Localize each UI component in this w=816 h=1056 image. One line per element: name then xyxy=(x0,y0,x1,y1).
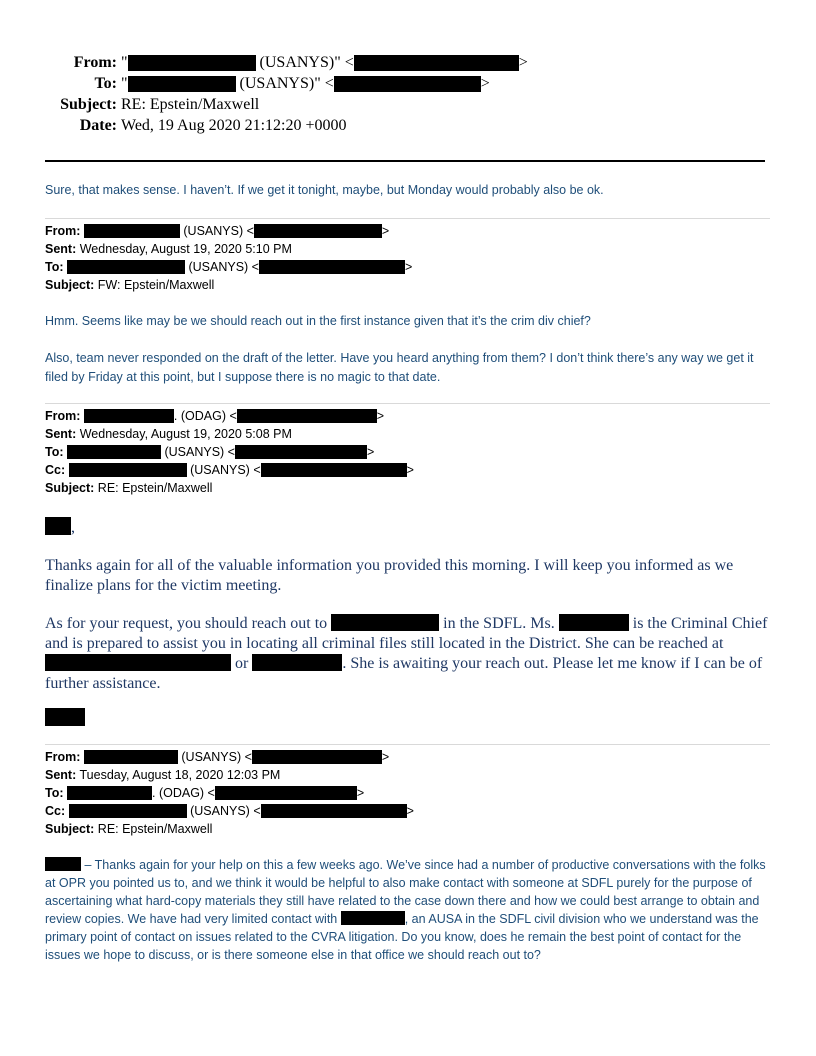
date-label: Date: xyxy=(79,117,117,134)
to-close: > xyxy=(480,75,490,92)
text-run: , an AUSA in the SDFL civil division who we understand was the primary point of contact on issues related to the CVRA litigation. Do you know, does he remain the best point of contact for the issues we hope to discuss, or is there someone else in that office we should reach out to? xyxy=(45,912,759,962)
from-close: > xyxy=(518,54,528,71)
close-bracket: > xyxy=(406,463,414,477)
from-suffix: (USANYS) < xyxy=(177,750,252,764)
forwarded-header-1 xyxy=(45,222,412,294)
paragraph: Hmm. Seems like may be we should reach out in the first instance given that it’s the crim div chief? xyxy=(45,314,591,328)
subject-value: RE: Epstein/Maxwell xyxy=(94,481,213,495)
text-run: As for your request, you should reach out to xyxy=(45,615,332,632)
greeting-comma: , xyxy=(71,519,75,536)
from-label: From: xyxy=(45,409,81,423)
signature-redaction xyxy=(45,708,85,726)
paragraph xyxy=(45,614,771,694)
cc-label: Cc: xyxy=(45,804,66,818)
to-label: To: xyxy=(45,260,64,274)
paragraph: Also, team never responded on the draft of the letter. Have you heard anything from them? I don’t think there’s any way we get it filed by Friday at this point, but I suppose there is no magic to that date. xyxy=(45,351,754,384)
to-label: To: xyxy=(45,445,64,459)
redaction-block xyxy=(235,445,367,459)
from-label: From: xyxy=(73,54,117,71)
forwarded-body-3 xyxy=(45,856,771,964)
cc-suffix: (USANYS) < xyxy=(186,463,261,477)
redaction-block xyxy=(45,654,231,671)
forwarded-body-2 xyxy=(45,517,771,694)
sent-label: Sent: xyxy=(45,768,77,782)
redaction-block xyxy=(331,614,439,631)
redaction-block xyxy=(67,260,185,274)
close-bracket: > xyxy=(366,445,375,459)
to-suffix: (USANYS)" < xyxy=(235,75,334,92)
email-header xyxy=(0,52,816,136)
cc-label: Cc: xyxy=(45,463,66,477)
redaction-block xyxy=(67,445,161,459)
subject-label: Subject: xyxy=(45,481,95,495)
redaction-block xyxy=(69,804,187,818)
divider xyxy=(45,744,770,745)
sent-value: Wednesday, August 19, 2020 5:08 PM xyxy=(76,427,292,441)
sent-value: Wednesday, August 19, 2020 5:10 PM xyxy=(76,242,292,256)
redaction-block xyxy=(45,857,81,871)
redaction-block xyxy=(334,76,481,92)
forwarded-header-3 xyxy=(45,748,414,838)
cc-suffix: (USANYS) < xyxy=(186,804,261,818)
divider xyxy=(45,403,770,404)
sent-label: Sent: xyxy=(45,427,77,441)
redaction-block xyxy=(84,409,174,423)
redaction-block xyxy=(237,409,377,423)
forwarded-body-1 xyxy=(45,312,771,387)
redaction-block xyxy=(84,224,180,238)
to-quote: " xyxy=(121,75,128,92)
redaction-block xyxy=(252,654,342,671)
to-suffix: (USANYS) < xyxy=(161,445,235,459)
header-to-row xyxy=(0,73,816,94)
subject-value: FW: Epstein/Maxwell xyxy=(94,278,215,292)
redaction-block xyxy=(69,463,187,477)
text-run: or xyxy=(231,655,253,672)
header-subject-row xyxy=(0,94,816,115)
from-suffix: . (ODAG) < xyxy=(173,409,237,423)
reply-text: Sure, that makes sense. I haven’t. If we get it tonight, maybe, but Monday would probably also be ok. xyxy=(45,183,604,197)
subject-value: RE: Epstein/Maxwell xyxy=(94,822,213,836)
paragraph xyxy=(45,856,771,964)
close-bracket: > xyxy=(381,224,390,238)
text-run: . She is awaiting your reach out. Please let me know if I can be of further assistance. xyxy=(45,655,763,692)
redaction-block xyxy=(252,750,382,764)
text-run: is the Criminal Chief and is prepared to assist you in locating all criminal files still located in the District. She can be reached at xyxy=(45,615,768,652)
to-suffix: (USANYS) < xyxy=(185,260,259,274)
redaction-block xyxy=(559,614,629,631)
to-label: To: xyxy=(45,786,64,800)
redaction-block xyxy=(128,55,256,71)
header-date-row xyxy=(0,115,816,136)
redaction-block xyxy=(261,804,407,818)
close-bracket: > xyxy=(406,804,414,818)
reply-body xyxy=(45,181,771,200)
redaction-block xyxy=(215,786,357,800)
forwarded-header-2 xyxy=(45,407,414,497)
redaction-block xyxy=(261,463,407,477)
subject-label: Subject: xyxy=(45,278,95,292)
sent-label: Sent: xyxy=(45,242,77,256)
from-quote: " xyxy=(121,54,128,71)
redaction-block xyxy=(341,911,405,925)
subject-value: RE: Epstein/Maxwell xyxy=(121,96,260,113)
redaction-block xyxy=(259,260,405,274)
greeting xyxy=(45,517,771,538)
to-suffix: . (ODAG) < xyxy=(152,786,215,800)
redaction-block xyxy=(254,224,382,238)
from-label: From: xyxy=(45,224,81,238)
redaction-block xyxy=(45,517,71,535)
to-label: To: xyxy=(94,75,117,92)
close-bracket: > xyxy=(356,786,365,800)
redaction-block xyxy=(128,76,236,92)
divider xyxy=(45,218,770,219)
subject-label: Subject: xyxy=(45,822,95,836)
redaction-block xyxy=(84,750,178,764)
close-bracket: > xyxy=(381,750,390,764)
header-from-row xyxy=(0,52,816,73)
redaction-block xyxy=(354,55,519,71)
redaction-block xyxy=(67,786,152,800)
from-label: From: xyxy=(45,750,81,764)
close-bracket: > xyxy=(376,409,385,423)
close-bracket: > xyxy=(404,260,413,274)
header-divider xyxy=(45,160,765,162)
from-suffix: (USANYS) < xyxy=(179,224,254,238)
date-value: Wed, 19 Aug 2020 21:12:20 +0000 xyxy=(121,117,347,134)
text-run: in the SDFL. Ms. xyxy=(439,615,559,632)
text-run: – Thanks again for your help on this a few weeks ago. We’ve since had a number of productive conversations with the folks at OPR you pointed us to, and we think it would be helpful to also make contact with someone at SDFL purely for the purpose of ascertaining what hard-copy materials they still have related to the case down there and how we could best arrange to obtain and review copies. We have had very limited contact with xyxy=(45,858,766,926)
sent-value: Tuesday, August 18, 2020 12:03 PM xyxy=(76,768,281,782)
paragraph: Thanks again for all of the valuable information you provided this morning. I will keep you informed as we finalize plans for the victim meeting. xyxy=(45,557,734,594)
from-suffix: (USANYS)" < xyxy=(255,54,354,71)
subject-label: Subject: xyxy=(60,96,117,113)
